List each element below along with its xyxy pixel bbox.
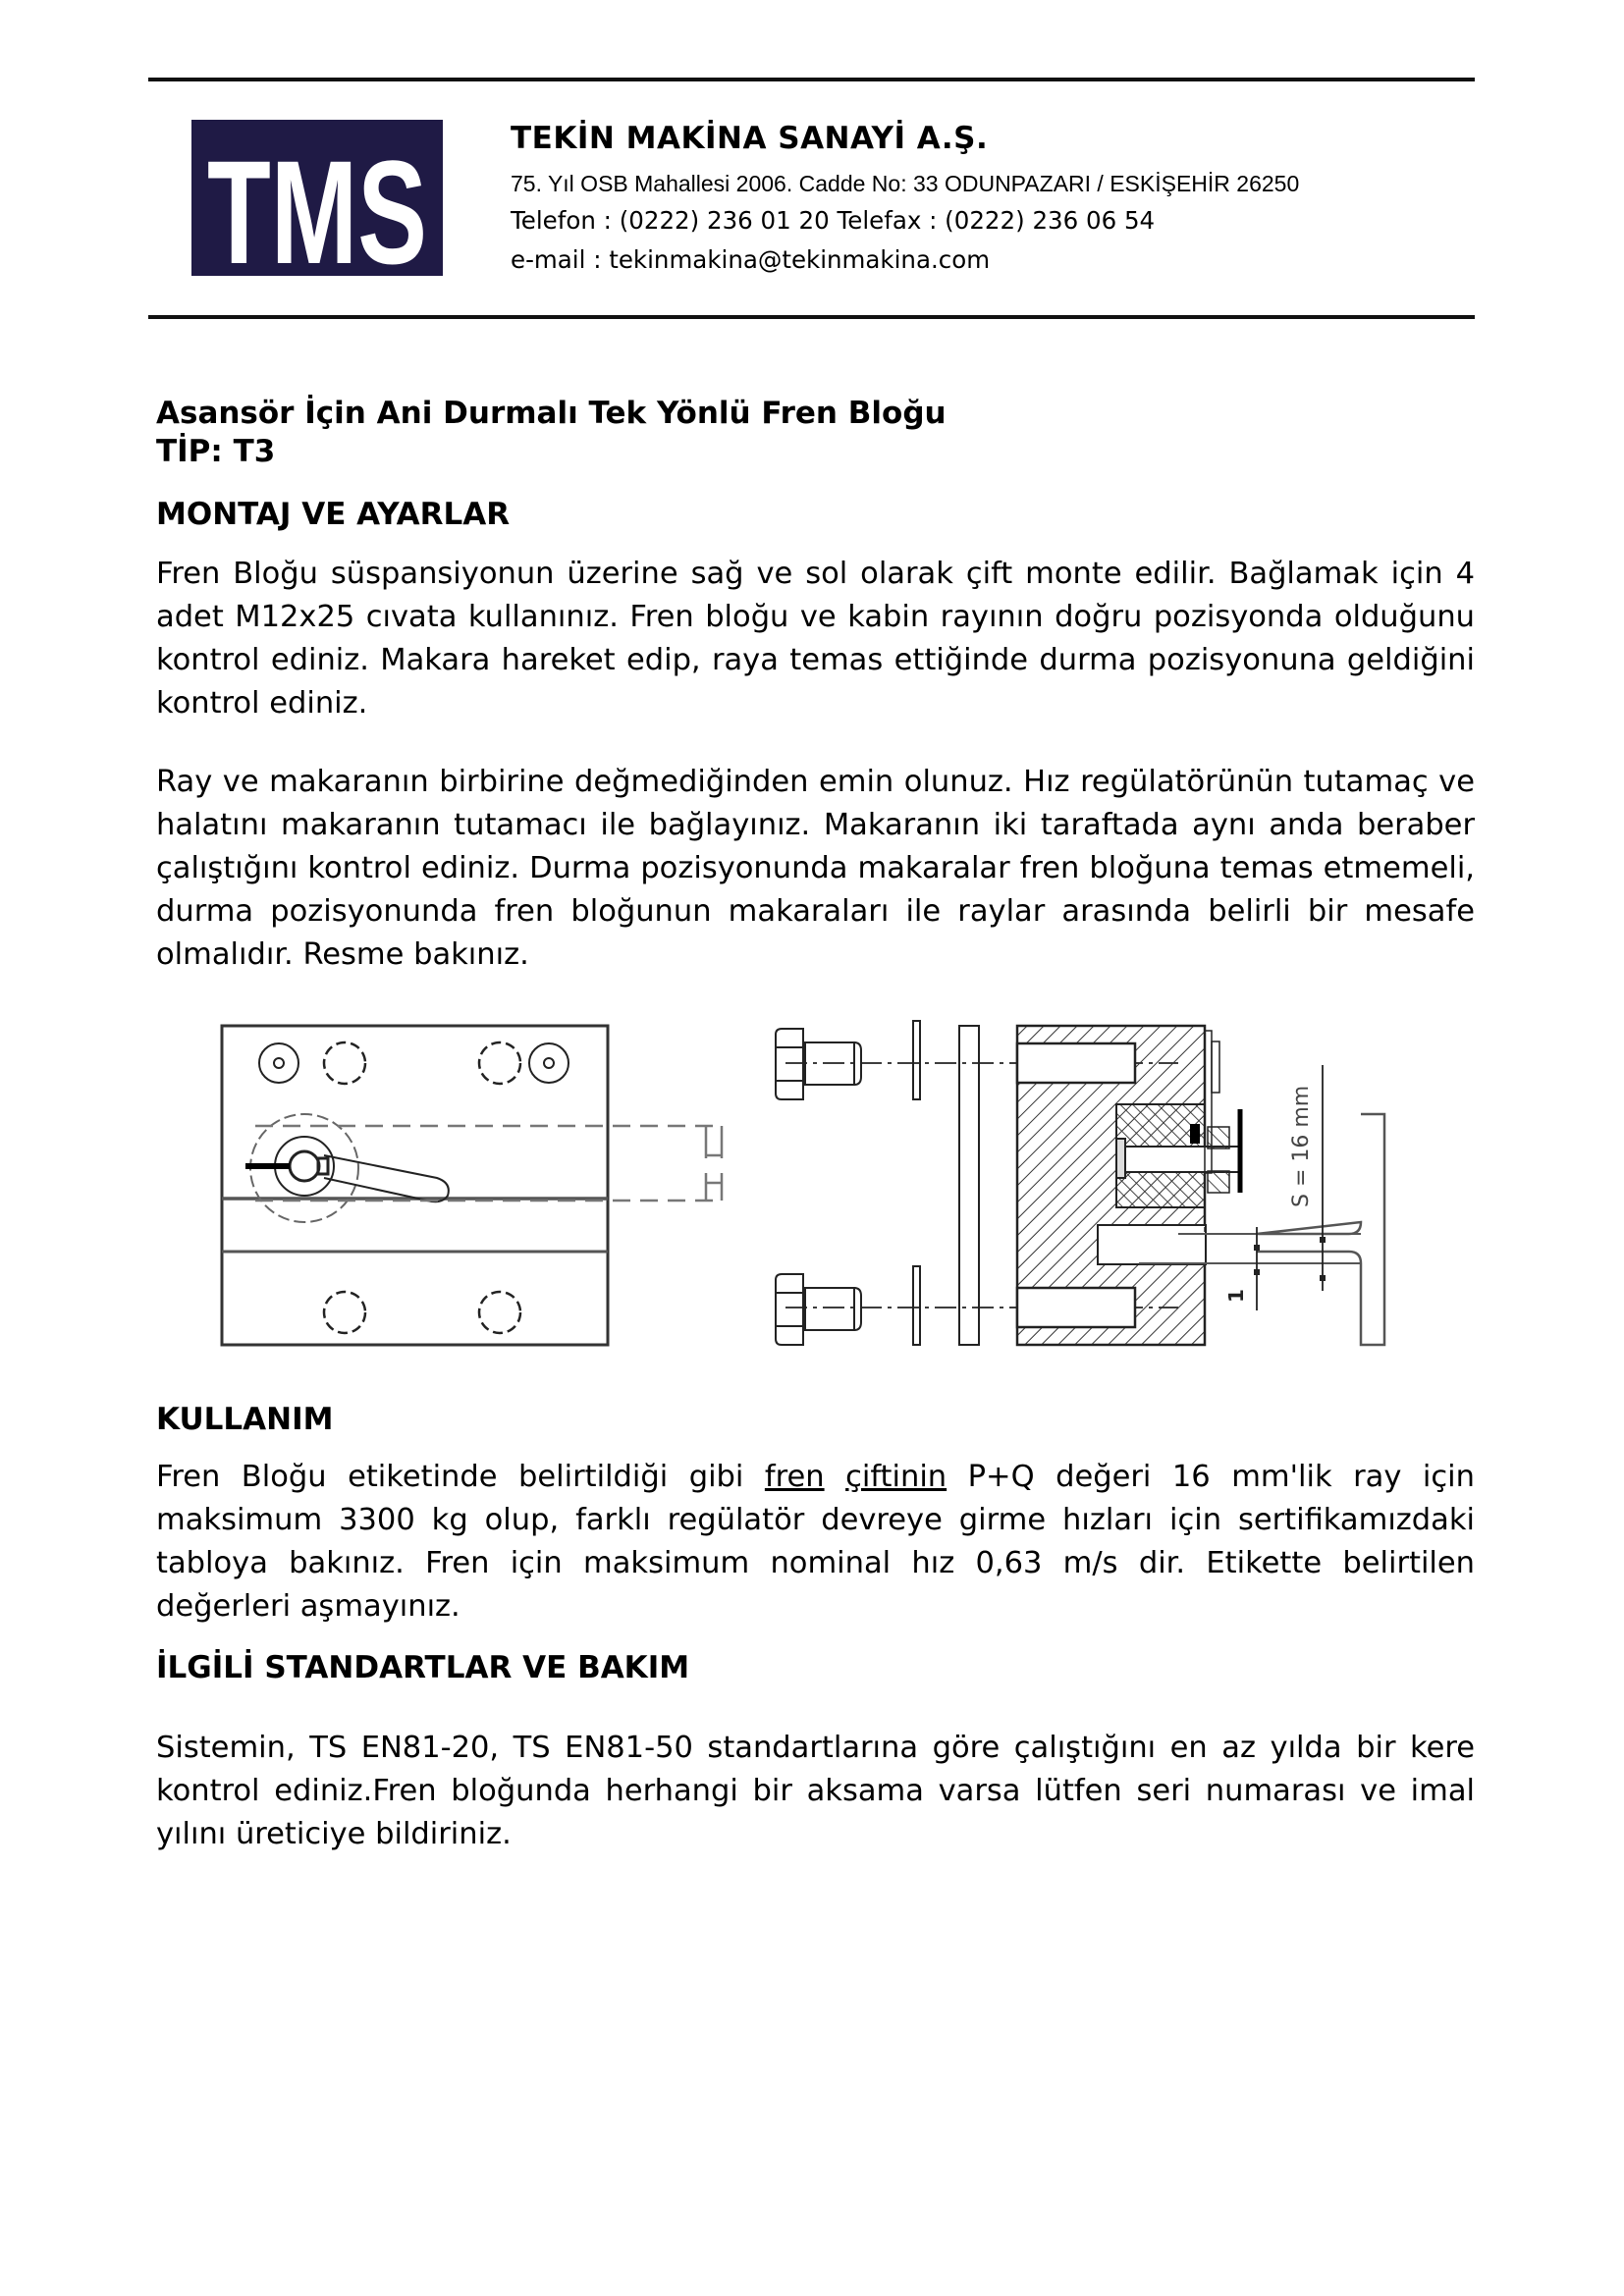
- block-bolt-hole-bottom: [1017, 1288, 1135, 1327]
- bolt-hole-bottom-1: [324, 1292, 365, 1333]
- kullanim-text-space: [825, 1460, 846, 1494]
- dimension-label-gap: 1: [1224, 1289, 1248, 1303]
- company-logo: [191, 120, 443, 294]
- link-fren[interactable]: fren: [764, 1460, 825, 1494]
- roller-axle-section: [1123, 1147, 1241, 1172]
- company-address: 75. Yıl OSB Mahallesi 2006. Cadde No: 33 ODUNPAZARI / ESKİŞEHİR 26250: [511, 171, 1300, 196]
- montaj-paragraph-2-block: [156, 761, 1475, 977]
- company-email: e-mail : tekinmakina@tekinmakina.com: [511, 245, 991, 274]
- nut-bottom: [1208, 1171, 1229, 1193]
- bolt-head-small-left: [259, 1043, 298, 1083]
- header-top-rule: [148, 78, 1475, 81]
- cover-tab: [1212, 1041, 1219, 1093]
- bolt-bottom: [776, 1274, 861, 1345]
- technical-drawing: [196, 1006, 1404, 1379]
- front-view: [222, 1026, 722, 1345]
- bolt-hole-top-1: [324, 1042, 365, 1084]
- dimension-label-s: S = 16 mm: [1289, 1085, 1314, 1207]
- document-title-block: [156, 395, 1475, 471]
- company-name: TEKİN MAKİNA SANAYİ A.Ş.: [511, 121, 989, 156]
- guide-rail: [1257, 1114, 1384, 1345]
- logo-text: TMS: [207, 130, 427, 294]
- montaj-paragraph-1-block: [156, 553, 1475, 725]
- bolt-hole-bottom-2: [479, 1292, 520, 1333]
- roller-axle: [290, 1151, 319, 1181]
- section-heading-standartlar: İLGİLİ STANDARTLAR VE BAKIM: [156, 1650, 690, 1685]
- kullanim-text-end: P+Q değeri 16 mm'lik ray için maksimum 3300 kg olup, farklı regülatör devreye girme hızları için sertifikamızdaki tabloya bakınız. Fren için maksimum nominal hız 0,63 m/s dir. Etikette belirtilen değerleri aşmayınız.: [156, 1460, 1475, 1624]
- kullanim-paragraph-block: [156, 1456, 1475, 1629]
- kullanim-paragraph: [156, 1456, 1475, 1629]
- lever-key: [318, 1158, 328, 1174]
- washer-top: [913, 1021, 920, 1099]
- front-view-frame: [222, 1026, 608, 1345]
- company-phone: Telefon : (0222) 236 01 20 Telefax : (0222) 236 06 54: [511, 206, 1156, 235]
- black-washer: [1190, 1124, 1200, 1144]
- section-heading-montaj: MONTAJ VE AYARLAR: [156, 497, 511, 532]
- section-montaj: [156, 496, 1475, 534]
- rail-end-marker: [706, 1126, 722, 1201]
- montaj-paragraph-1: Fren Bloğu süspansiyonun üzerine sağ ve sol olarak çift monte edilir. Bağlamak için 4 adet M12x25 cıvata kullanınız. Fren bloğu ve kabin rayının doğru pozisyonda olduğunu kontrol ediniz. Makara hareket edip, raya temas ettiğinde durma pozisyonuna geldiğini kontrol ediniz.: [156, 557, 1475, 721]
- document-type: TİP: T3: [156, 434, 276, 469]
- section-standartlar: [156, 1649, 1475, 1687]
- kullanim-text-start: Fren Bloğu etiketinde belirtildiği gibi: [156, 1460, 765, 1494]
- block-bolt-hole-top: [1017, 1043, 1135, 1083]
- bolt-hole-top-2: [479, 1042, 520, 1084]
- bolt-top: [776, 1029, 861, 1099]
- rail-slot: [1098, 1225, 1206, 1264]
- standartlar-paragraph: Sistemin, TS EN81-20, TS EN81-50 standartlarına göre çalıştığını en az yılda bir kere kontrol ediniz.Fren bloğunda herhangi bir aksama varsa lütfen seri numarası ve imal yılını üreticiye bildiriniz.: [156, 1731, 1475, 1851]
- section-kullanim: [156, 1401, 1475, 1439]
- washer-bottom: [913, 1266, 920, 1345]
- document-title: Asansör İçin Ani Durmalı Tek Yönlü Fren Bloğu: [156, 396, 947, 431]
- roller-lever: [324, 1155, 449, 1201]
- section-heading-kullanim: KULLANIM: [156, 1402, 334, 1437]
- mounting-plate: [959, 1026, 979, 1345]
- header-bottom-rule: [148, 315, 1475, 319]
- link-ciftinin[interactable]: çiftinin: [845, 1460, 947, 1494]
- section-view: [776, 1021, 1384, 1345]
- roller-axle-head: [1116, 1139, 1125, 1178]
- standartlar-paragraph-block: [156, 1727, 1475, 1856]
- montaj-paragraph-2: Ray ve makaranın birbirine değmediğinden emin olunuz. Hız regülatörünün tutamaç ve halatını makaranın tutamacı ile bağlayınız. Makaranın iki taraftada aynı anda beraber çalıştığını kontrol ediniz. Durma pozisyonunda makaralar fren bloğuna temas etmemeli, durma pozisyonunda fren bloğunun makaraları ile raylar arasında belirli bir mesafe olmalıdır. Resme bakınız.: [156, 765, 1475, 972]
- bolt-head-small-right: [529, 1043, 568, 1083]
